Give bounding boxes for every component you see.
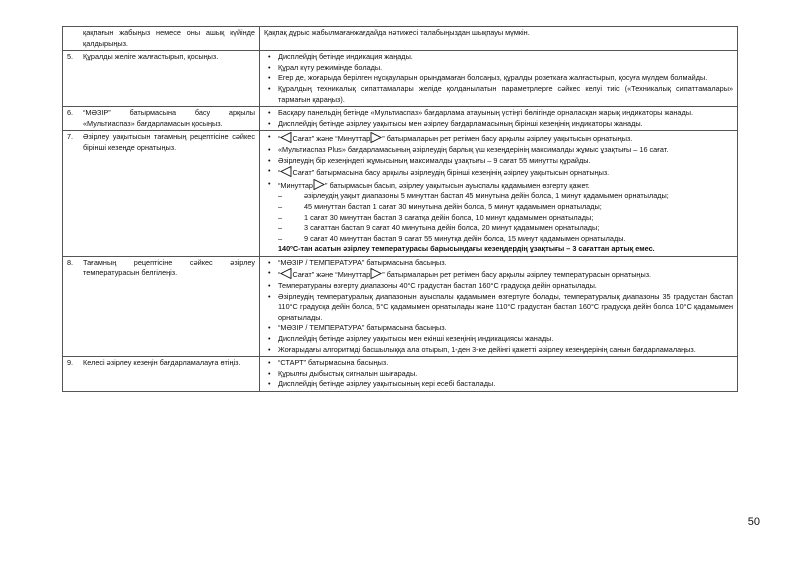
- list-item: • “ Сағат” және “Минуттар ” батырмаларын рет ретімен басу арқылы әзірлеу уақытысын орнатыңыз.: [264, 132, 733, 145]
- bullet-list: [264, 258, 733, 355]
- list-item: • Жоғарыдағы алгоритмді басшылыққа ала отырып, 1-ден 3-ке дейінгі қажетті әзірлеу кезеңдерінің санын бағдарламалаңыз.: [264, 345, 733, 356]
- step-number: 7.: [67, 132, 74, 142]
- table-row: [63, 357, 738, 392]
- step-text: Тағамның рецептісіне сәйкес әзірлеу температурасын белгілеңіз.: [83, 257, 255, 278]
- table-row: [63, 51, 738, 107]
- bullet-list: [264, 108, 733, 129]
- triangle-left-icon: [280, 166, 292, 177]
- list-item: • Егер де, жоғарыда берілген нұсқауларын орындамаған болсаңыз, құралды розеткаға жалғастырып, қосуға мүлдем болмайды.: [264, 73, 733, 84]
- list-item: • Әзірлеудің температуралық диапазонын ауыспалы қадамымен өзгертуге болады, температуралық диапазоны 35 градустан бастап 110°С градусқа дейін болса, 5°С қадамымен орнатылады және 110°С градустан бастап 160°С градусқа дейін болса 10°С қадамымен орнатылады.: [264, 292, 733, 324]
- step-number: 8.: [67, 257, 74, 267]
- list-item: • Әзірлеудің бір кезеңіндегі жұмысының максималды ұзақтығы – 9 сағат 55 минутты құрайды.: [264, 156, 733, 167]
- list-item: • Құрылғы дыбыстық сигналын шығарады.: [264, 369, 733, 380]
- list-item: – 45 минуттан бастап 1 сағат 30 минутына дейін болса, 5 минут қадамымен орнатылады;: [264, 202, 733, 213]
- list-item: – 1 сағат 30 минуттан бастап 3 сағатқа дейін болса, 10 минут қадамымен орнатылады;: [264, 213, 733, 224]
- list-item: • Басқару панельдің бетінде «Мультиаспаз» бағдарлама атауының үстіңгі бөлігінде орналасқан жарық индикаторы жанады.: [264, 108, 733, 119]
- step-text: “МӘЗІР” батырмасына басу арқылы «Мультиаспаз» бағдарламасын қосыңыз.: [83, 108, 255, 128]
- list-item: • Дисплейдің бетінде индикация жаңады.: [264, 52, 733, 63]
- step-number: 6.: [67, 108, 74, 118]
- triangle-right-icon: [370, 268, 382, 279]
- step-number: 9.: [67, 358, 74, 368]
- list-item: • Құрал күту режимінде болады.: [264, 63, 733, 74]
- list-item: • Дисплейдің бетінде әзірлеу уақытысы мен әзірлеу бағдарламасының бірінші кезеңінің индикаторы жанады.: [264, 119, 733, 130]
- bullet-list: [264, 52, 733, 105]
- list-item: • «Мультиаспаз Plus» бағдарламасының әзірлеудің барлық үш кезеңдерінің максималды жұмыс ұзақтығы – 16 сағат.: [264, 145, 733, 156]
- list-item: • Дисплейдің бетінде әзірлеу уақытысы мен екінші кезеңінің индикациясы жанады.: [264, 334, 733, 345]
- step-text: Келесі әзірлеу кезеңін бағдарламалауға өтіңіз.: [83, 358, 241, 368]
- list-item: – 9 сағат 40 минуттан бастап 9 сағат 55 минутқа дейін болса, 15 минут қадамымен орнатылады.: [264, 234, 733, 245]
- warning-note: 140ºС-тан асатын әзірлеу температурасы барысындағы кезеңдердің ұзақтығы – 3 сағаттан артық емес.: [278, 244, 655, 254]
- list-item: • “Минуттар ” батырмасын басып, әзірлеу уақытысын ауыспалы қадамымен өзгерту қажет.: [264, 179, 733, 192]
- triangle-left-icon: [280, 132, 292, 143]
- list-item: • Құралдың техникалық сипаттамалары желіде қолданылатын параметрлерге сәйкес келуі тиіс («Техникалық сипаттамалары» тармағын қараңыз).: [264, 84, 733, 105]
- list-item: • “ Сағат” және “Минуттар ” батырмаларын рет ретімен басу арқылы әзірлеу температурасын орнатыңыз.: [264, 268, 733, 281]
- list-item: • Дисплейдің бетінде әзірлеу уақытысының кері есебі басталады.: [264, 379, 733, 390]
- step-number: 5.: [67, 52, 74, 62]
- triangle-right-icon: [313, 179, 325, 190]
- step-text: Әзірлеу уақытысын тағамның рецептісіне сәйкес бірінші кезеңде орнатыңыз.: [83, 132, 255, 152]
- step-text: қақпағын жабыңыз немесе оны ашық күйінде қалдырыңыз.: [83, 28, 255, 48]
- table-row: [63, 131, 738, 257]
- table-row: [63, 107, 738, 131]
- list-item: • “МӘЗІР / ТЕМПЕРАТУРА” батырмасына басыңыз.: [264, 258, 733, 269]
- list-item: • “ Сағат” батырмасына басу арқылы әзірлеудің бірінші кезеңінің әзірлеу уақытысын орнатыңыз.: [264, 166, 733, 179]
- table-row: [63, 256, 738, 356]
- bullet-list: [264, 132, 733, 244]
- instructions-table: [62, 26, 738, 392]
- bullet-list: [264, 358, 733, 390]
- list-item: • Температураны өзгерту диапазоны 40°С градустан бастап 160°С градусқа дейін орнатылады.: [264, 281, 733, 292]
- list-item: • “СТАРТ” батырмасына басыңыз.: [264, 358, 733, 369]
- triangle-left-icon: [280, 268, 292, 279]
- table-row: [63, 27, 738, 51]
- triangle-right-icon: [370, 132, 382, 143]
- list-item: • “МӘЗІР / ТЕМПЕРАТУРА” батырмасына басыңыз.: [264, 323, 733, 334]
- step-text: Құралды желіге жалғастырып, қосыңыз.: [83, 52, 219, 62]
- page-number: 50: [747, 516, 760, 528]
- list-item: – әзірлеудің уақыт диапазоны 5 минуттан бастап 45 минутына дейін болса, 1 минут қадамымен орнатылады;: [264, 191, 733, 202]
- step-note: Қақпақ дұрыс жабылмағанжағдайда нәтижесі талабыңыздан шықпауы мүмкін.: [264, 28, 530, 37]
- list-item: – 3 сағаттан бастап 9 сағат 40 минутына дейін болса, 20 минут қадамымен орнатылады;: [264, 223, 733, 234]
